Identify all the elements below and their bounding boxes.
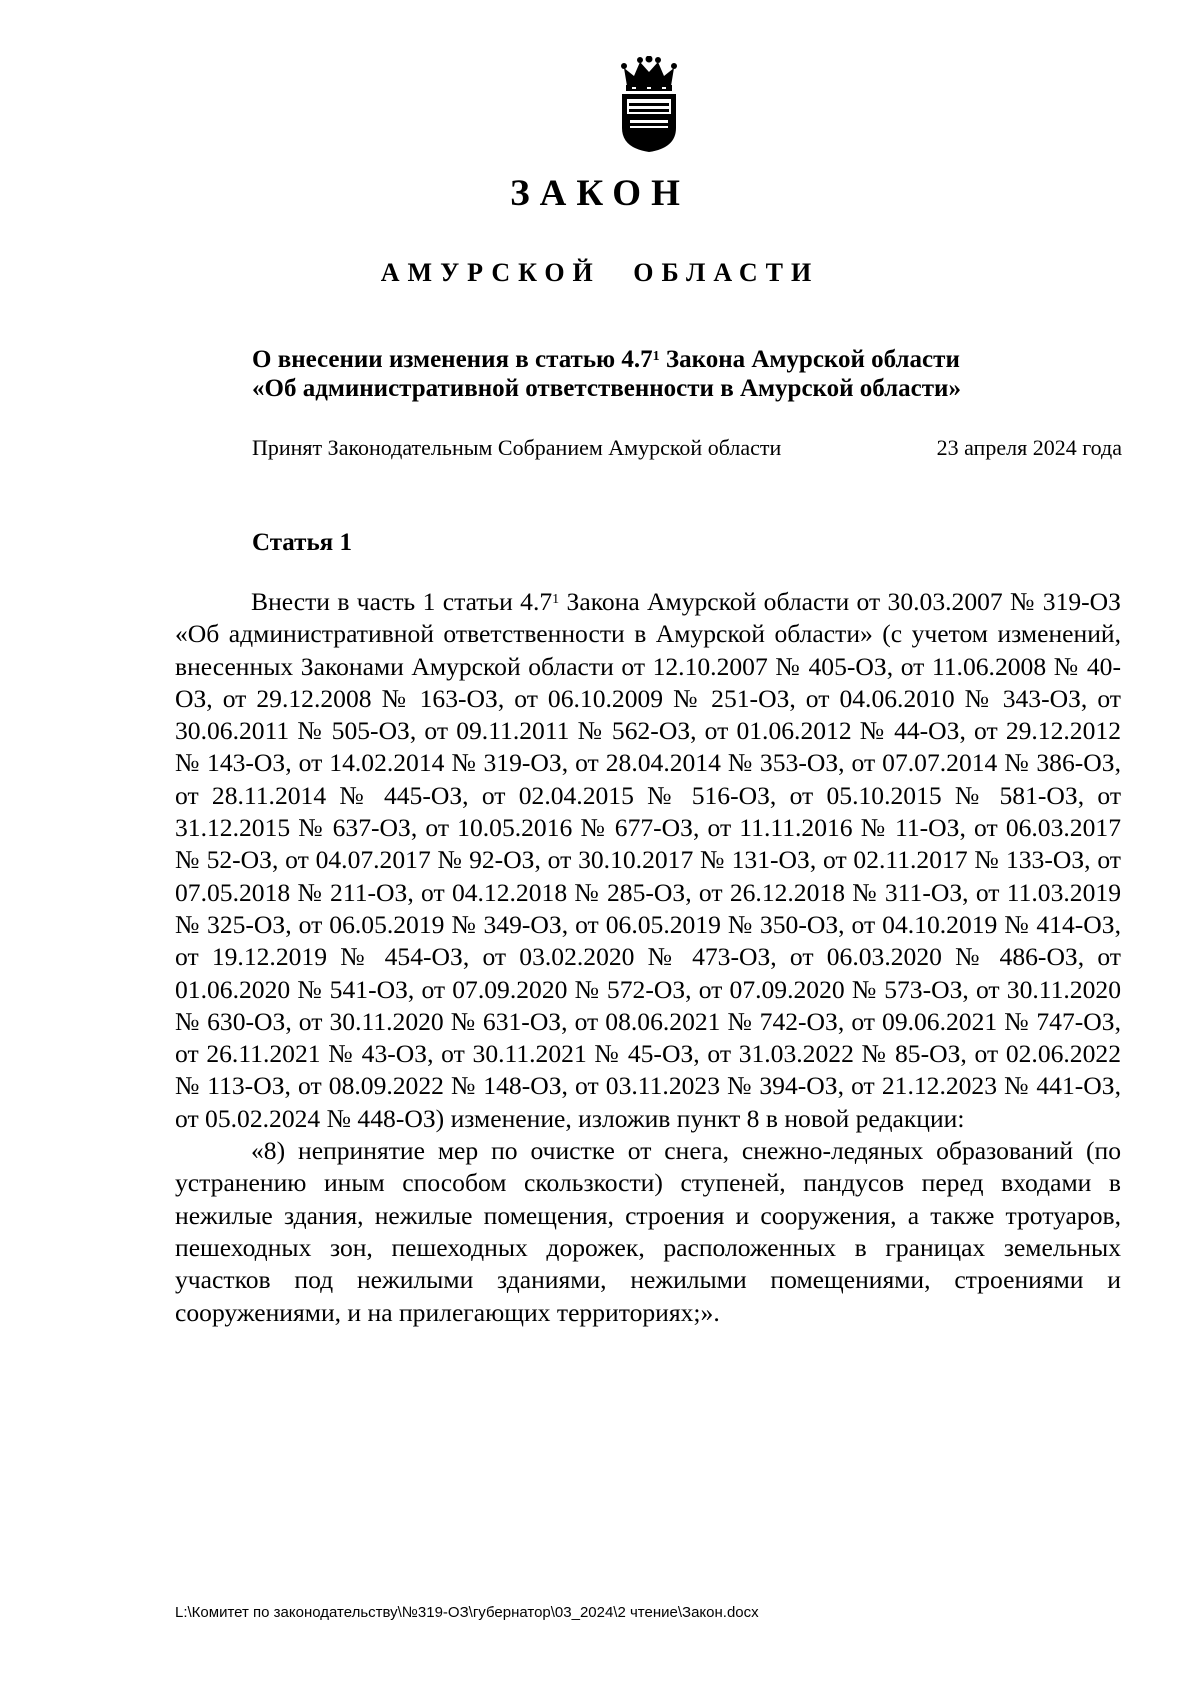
- adoption-info: [252, 434, 1122, 462]
- article-title: Статья 1: [252, 529, 352, 556]
- amur-oblast-coat-of-arms-icon: [614, 56, 684, 154]
- footer-file-path: L:\Комитет по законодательству\№319-ОЗ\губернатор\03_2024\2 чтение\Закон.docx: [175, 1604, 759, 1621]
- article-paragraph-1: Внести в часть 1 статьи $4.7^1$ Закона Амурской области от 30.03.2007 № 319-ОЗ «Об административной ответственности в Амурской области» (с учетом изменений, внесенных Законами Амурской области от 12.10.2007 № 405-ОЗ, от 11.06.2008 № 40-ОЗ, от 29.12.2008 № 163-ОЗ, от 06.10.2009 № 251-ОЗ, от 04.06.2010 № 343-ОЗ, от 30.06.2011 № 505-ОЗ, от 09.11.2011 № 562-ОЗ, от 01.06.2012 № 44-ОЗ, от 29.12.2012 № 143-ОЗ, от 14.02.2014 № 319-ОЗ, от 28.04.2014 № 353-ОЗ, от 07.07.2014 № 386-ОЗ, от 28.11.2014 № 445-ОЗ, от 02.04.2015 № 516-ОЗ, от 05.10.2015 № 581-ОЗ, от 31.12.2015 № 637-ОЗ, от 10.05.2016 № 677-ОЗ, от 11.11.2016 № 11-ОЗ, от 06.03.2017 № 52-ОЗ, от 04.07.2017 № 92-ОЗ, от 30.10.2017 № 131-ОЗ, от 02.11.2017 № 133-ОЗ, от 07.05.2018 № 211-ОЗ, от 04.12.2018 № 285-ОЗ, от 26.12.2018 № 311-ОЗ, от 11.03.2019 № 325-ОЗ, от 06.05.2019 № 349-ОЗ, от 06.05.2019 № 350-ОЗ, от 04.10.2019 № 414-ОЗ, от 19.12.2019 № 454-ОЗ, от 03.02.2020 № 473-ОЗ, от 06.03.2020 № 486-ОЗ, от 01.06.2020 № 541-ОЗ, от 07.09.2020 № 572-ОЗ, от 07.09.2020 № 573-ОЗ, от 30.11.2020 № 630-ОЗ, от 30.11.2020 № 631-ОЗ, от 08.06.2021 № 742-ОЗ, от 09.06.2021 № 747-ОЗ, от 26.11.2021 № 43-ОЗ, от 30.11.2021 № 45-ОЗ, от 31.03.2022 № 85-ОЗ, от 02.06.2022 № 113-ОЗ, от 08.09.2022 № 148-ОЗ, от 03.11.2023 № 394-ОЗ, от 21.12.2023 № 441-ОЗ, от 05.02.2024 № 448-ОЗ) изменение, изложив пункт 8 в новой редакции:: [175, 587, 1121, 1133]
- region-subtitle: АМУРСКОЙ ОБЛАСТИ: [380, 258, 820, 287]
- law-heading: [252, 345, 1112, 403]
- law-heading-line-2: «Об административной ответственности в Амурской области»: [252, 375, 961, 402]
- adoption-date: 23 апреля 2024 года: [936, 435, 1122, 460]
- document-type-title: ЗАКОН: [510, 173, 690, 214]
- adopted-by-text: Принят Законодательным Собранием Амурской области: [252, 435, 782, 460]
- article-body: [175, 586, 1121, 1329]
- article-paragraph-2: «8) непринятие мер по очистке от снега, снежно-ледяных образований (по устранению иным способом скользкости) ступеней, пандусов перед входами в нежилые здания, нежилые помещения, строения и сооружения, а также тротуаров, пешеходных зон, пешеходных дорожек, расположенных в границах земельных участков под нежилыми зданиями, нежилыми помещениями, строениями и сооружениями, и на прилегающих территориях;».: [175, 1136, 1121, 1327]
- law-heading-line-1: О внесении изменения в статью $4.7^1$ Закона Амурской области: [252, 346, 960, 373]
